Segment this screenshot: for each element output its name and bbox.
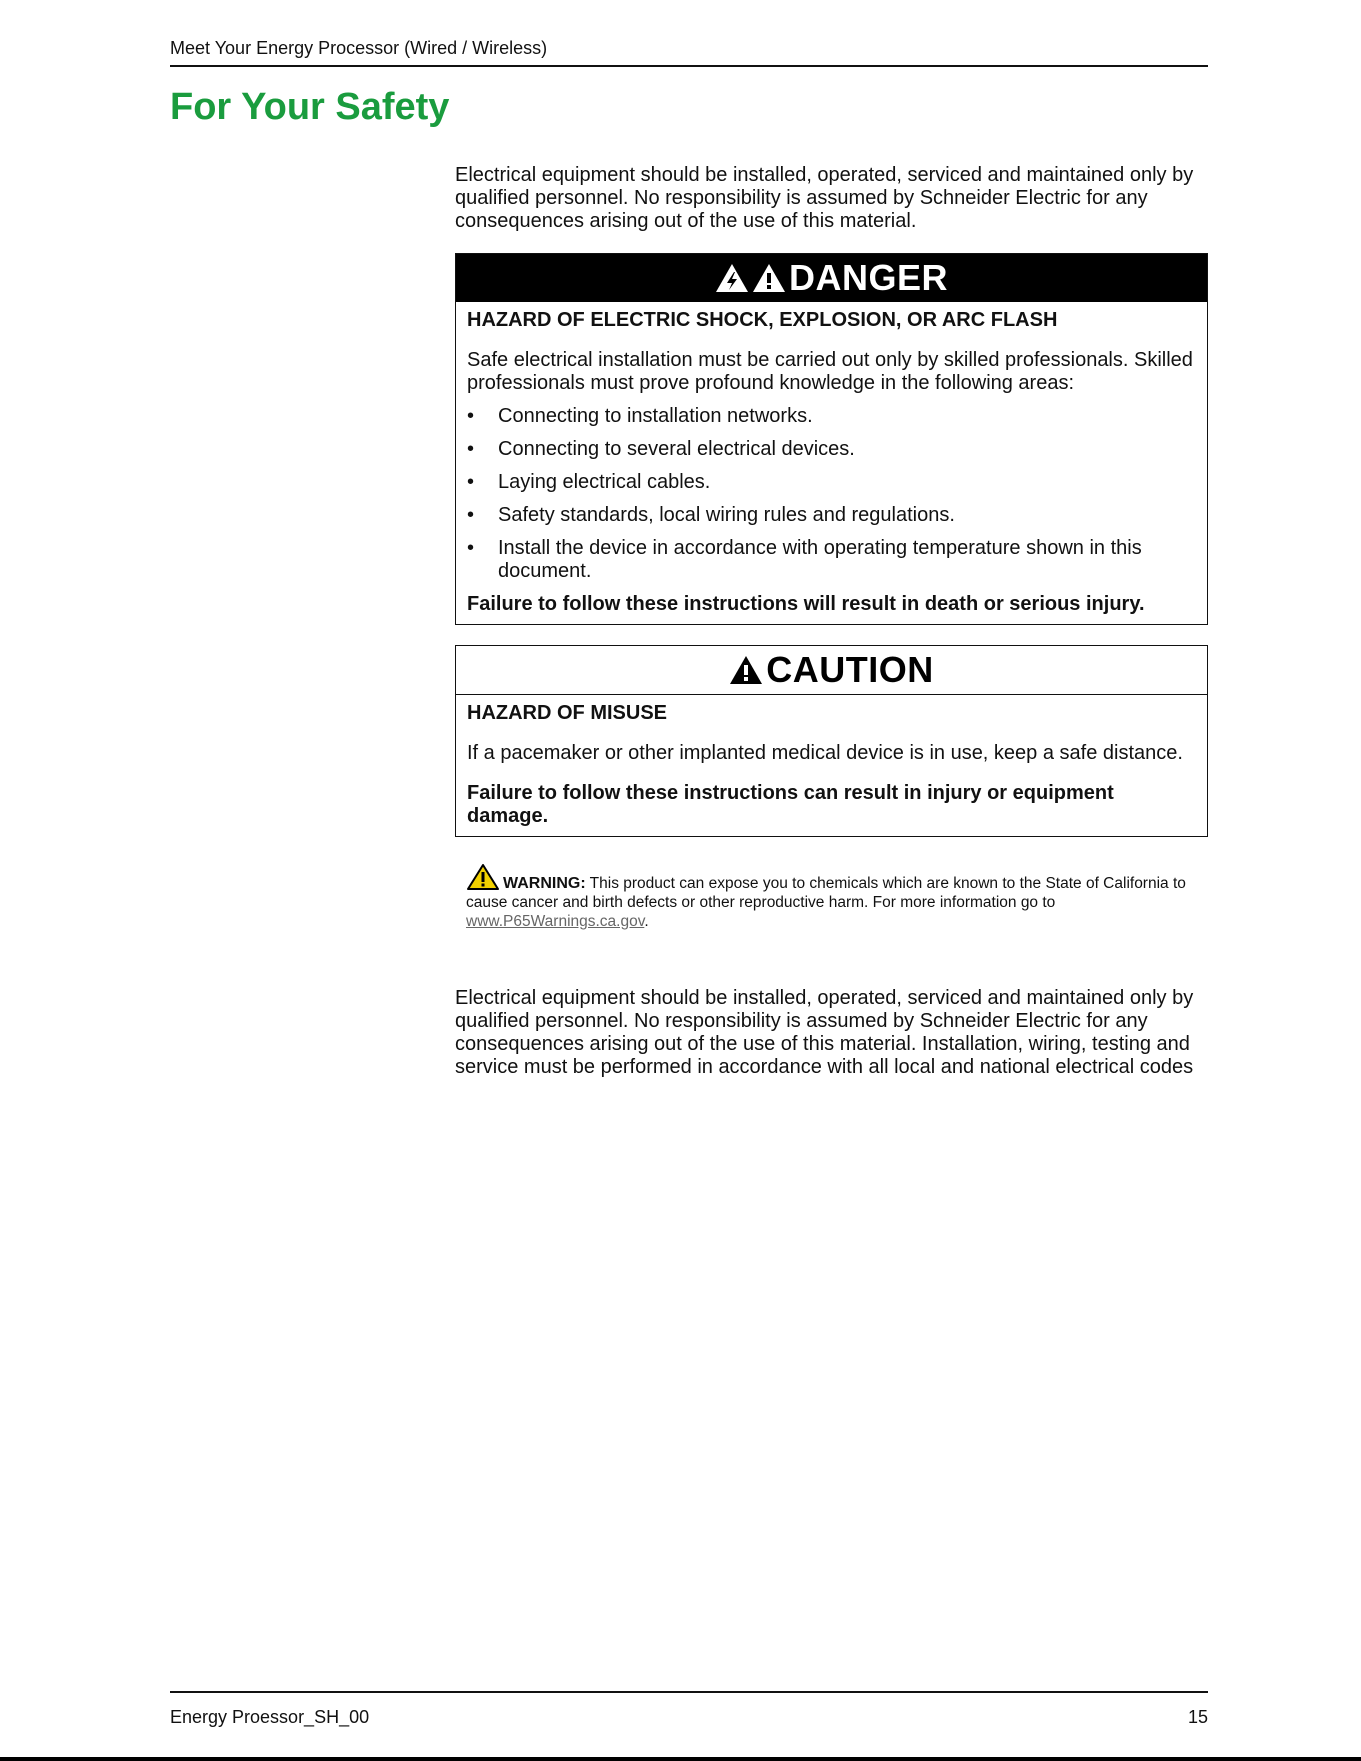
running-header: Meet Your Energy Processor (Wired / Wireless)	[170, 38, 548, 58]
closing-paragraph: Electrical equipment should be installed, operated, serviced and maintained only by qualified personnel. No responsibility is assumed by Schneider Electric for any consequences arising out of the use of this material. Installation, wiring, testing and service must be performed in accordance with all local and national electrical codes	[455, 987, 1194, 1078]
prop65-label: WARNING:	[503, 875, 586, 892]
danger-header	[456, 254, 1207, 302]
header-rule	[170, 65, 1208, 67]
list-item-text: Install the device in accordance with operating temperature shown in this document.	[498, 537, 1142, 582]
list-item-text: Connecting to installation networks.	[498, 405, 813, 427]
danger-body	[456, 302, 1207, 624]
list-item-text: Safety standards, local wiring rules and regulations.	[498, 504, 955, 526]
caution-hazard-title: HAZARD OF MISUSE	[467, 702, 667, 724]
danger-message-box	[455, 253, 1208, 625]
list-item	[467, 504, 1196, 527]
caution-header	[456, 646, 1207, 695]
caution-body	[456, 695, 1207, 836]
yellow-warning-triangle-icon	[466, 863, 500, 891]
list-item	[467, 438, 1196, 461]
prop65-warning	[455, 863, 1208, 931]
list-item-text: Connecting to several electrical devices.	[498, 438, 855, 460]
footer-document-id: Energy Proessor_SH_00	[170, 1707, 370, 1727]
danger-consequence: Failure to follow these instructions will result in death or serious injury.	[467, 593, 1145, 615]
p65-warnings-link[interactable]: www.P65Warnings.ca.gov	[466, 913, 645, 930]
caution-signal-word: CAUTION	[766, 649, 934, 690]
list-item	[467, 405, 1196, 428]
bullet: •	[467, 438, 475, 460]
footer-rule	[170, 1691, 1208, 1693]
caution-consequence: Failure to follow these instructions can result in injury or equipment damage.	[467, 782, 1114, 827]
page-title: For Your Safety	[170, 86, 450, 128]
danger-description: Safe electrical installation must be carried out only by skilled professionals. Skilled professionals must prove profound knowledge in the following areas:	[467, 349, 1193, 394]
caution-message-box	[455, 645, 1208, 837]
bullet: •	[467, 504, 475, 526]
list-item	[467, 471, 1196, 494]
bottom-edge-strip	[0, 1757, 1361, 1761]
danger-signal-word: DANGER	[788, 257, 948, 298]
list-item-text: Laying electrical cables.	[498, 471, 711, 493]
electric-shock-warning-icon	[715, 263, 749, 293]
list-item	[467, 537, 1196, 583]
danger-requirements-list	[467, 405, 1196, 583]
footer-page-number: 15	[1187, 1707, 1208, 1727]
warning-triangle-icon	[729, 655, 763, 685]
prop65-text: This product can expose you to chemicals which are known to the State of California to cause cancer and birth defects or other reproductive harm. For more information go to	[466, 875, 1186, 911]
prop65-end: .	[644, 913, 649, 930]
bullet: •	[467, 471, 475, 493]
bullet: •	[467, 537, 475, 559]
caution-description: If a pacemaker or other implanted medical device is in use, keep a safe distance.	[467, 742, 1183, 764]
bullet: •	[467, 405, 475, 427]
content-column	[455, 164, 1208, 1079]
warning-triangle-icon	[752, 263, 786, 293]
intro-paragraph: Electrical equipment should be installed, operated, serviced and maintained only by qualified personnel. No responsibility is assumed by Schneider Electric for any consequences arising out of the use of this material.	[455, 164, 1194, 232]
danger-hazard-title: HAZARD OF ELECTRIC SHOCK, EXPLOSION, OR ARC FLASH	[467, 309, 1058, 331]
